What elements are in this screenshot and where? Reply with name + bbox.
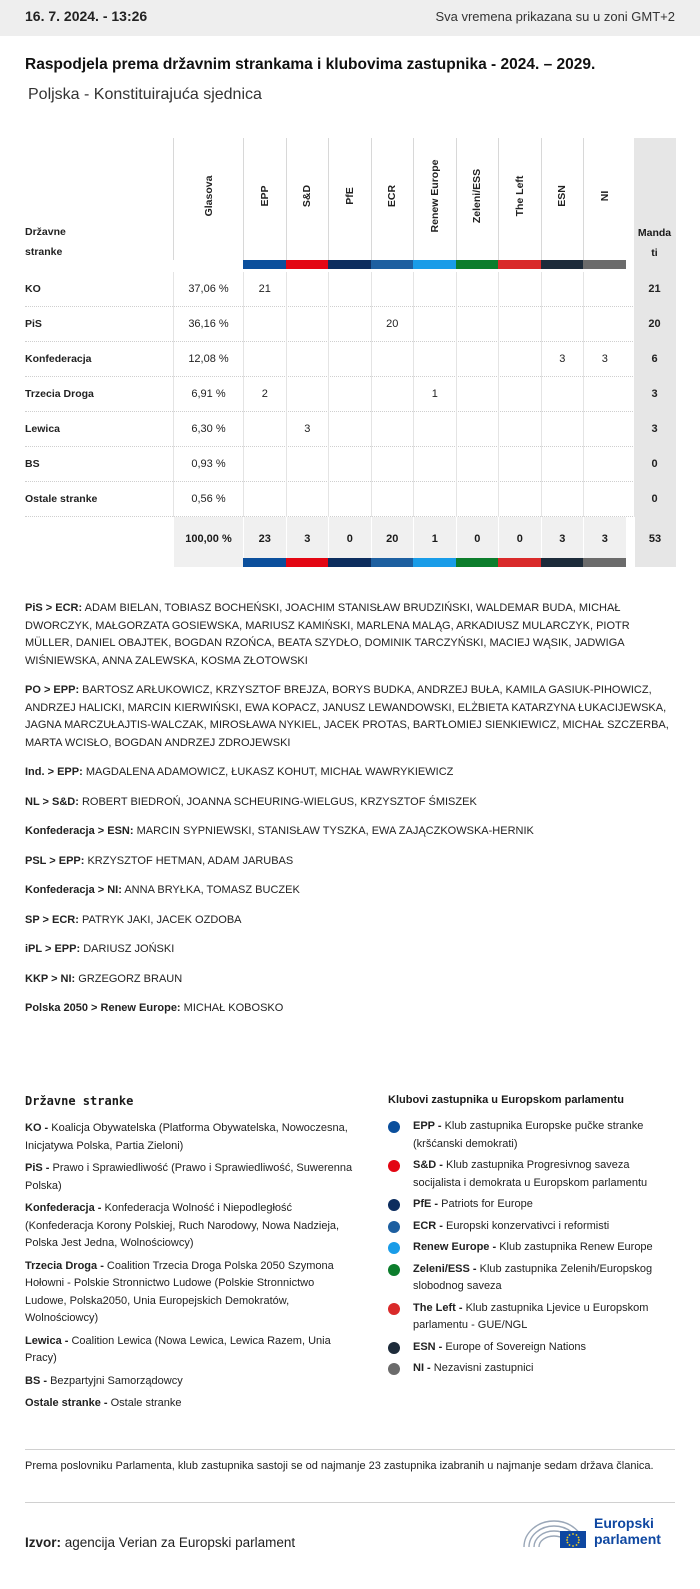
party-name: Ostale stranke [25, 493, 98, 505]
group-color-bar [498, 558, 541, 567]
legend-group-text: Klub zastupnika Progresivnog saveza socijalista i demokrata u Europskom parlamentu [413, 1159, 648, 1189]
seat-cell [541, 272, 584, 307]
seat-cell: 3 [541, 342, 584, 377]
legend-group-text: Klub zastupnika Europske pučke stranke (kršćanski demokrati) [413, 1120, 644, 1150]
seat-cell [286, 272, 329, 307]
seat-cell [413, 412, 456, 447]
date-time: 16. 7. 2024. - 13:26 [25, 8, 148, 24]
table-row [25, 482, 675, 517]
distribution-table [25, 138, 675, 567]
source-text: agencija Verian za Europski parlament [61, 1535, 296, 1550]
table-row [25, 377, 675, 412]
seat-cell [413, 272, 456, 307]
legend-party-text: Ostale stranke [110, 1397, 182, 1409]
member-group [25, 682, 675, 752]
seat-cell [498, 307, 541, 342]
group-color-dot-icon [388, 1242, 400, 1254]
legend-party-item [25, 1333, 355, 1368]
seat-cell [413, 307, 456, 342]
seat-cell [456, 377, 499, 412]
group-column-header [286, 138, 329, 260]
group-color-bar [371, 260, 414, 269]
member-group-label: iPL > EPP: [25, 943, 81, 955]
legend-group-item [388, 1261, 678, 1296]
total-seat-cell: 0 [456, 517, 499, 567]
seat-cell [328, 412, 371, 447]
seat-cell [456, 447, 499, 482]
group-header-label: Zeleni/ESS [471, 168, 484, 224]
member-group-label: Polska 2050 > Renew Europe: [25, 1002, 181, 1014]
votes-header-label: Glasova [202, 175, 215, 217]
legend-group-text: Klub zastupnika Renew Europe [499, 1241, 653, 1253]
group-header-label: Renew Europe [428, 159, 441, 233]
seat-cell [328, 377, 371, 412]
group-color-bar [541, 558, 584, 567]
seat-cell [498, 482, 541, 517]
group-column-header [541, 138, 584, 260]
group-column-header [498, 138, 541, 260]
legend-group-text: Europe of Sovereign Nations [445, 1340, 587, 1353]
group-color-bar [413, 260, 456, 269]
legend-party-item [25, 1200, 355, 1253]
group-header-label: EPP [258, 185, 271, 207]
legend-party-abbr: Konfederacja - [25, 1202, 102, 1214]
legend-group-item [388, 1196, 678, 1214]
legend-party-abbr: KO - [25, 1122, 49, 1134]
legend-group-item [388, 1218, 678, 1236]
group-color-dot-icon [388, 1342, 400, 1354]
legend-party-item [25, 1120, 355, 1155]
member-group-label: PiS > ECR: [25, 602, 83, 614]
member-group-label: SP > ECR: [25, 913, 79, 926]
legend-group-abbr: The Left - [413, 1301, 463, 1314]
mandates-cell: 0 [634, 447, 676, 482]
legend-group-item [388, 1239, 678, 1257]
table-row [25, 342, 675, 377]
member-names: KRZYSZTOF HETMAN, ADAM JARUBAS [87, 854, 294, 867]
mandates-cell: 3 [634, 412, 676, 447]
group-color-dot-icon [388, 1221, 400, 1233]
legend-party-item [25, 1258, 355, 1328]
member-names: BARTOSZ ARŁUKOWICZ, KRZYSZTOF BREJZA, BORYS BUDKA, ANDRZEJ BUŁA, KAMILA GASIUK-PIHOWICZ, ANDRZEJ HALICKI, MARCIN KIERWIŃSKI, EWA KOPACZ, JANUSZ LEWANDOWSKI, ELŻBIETA KATARZYNA ŁUKACIJEWSKA, JAGNA MARCZUŁAJTIS-WALCZAK, MIROSŁAWA NYKIEL, JACEK PROTAS, BARTŁOMIEJ SIENKIEWICZ, MICHAŁ SZCZERBA, MARTA WCISŁO, BOGDAN ANDRZEJ ZDROJEWSKI [25, 684, 669, 749]
top-bar [0, 0, 700, 36]
group-header-label: S&D [301, 184, 314, 208]
votes-cell: 6,30 % [173, 412, 243, 447]
member-group-label: KKP > NI: [25, 972, 76, 985]
page-subtitle: Poljska - Konstituirajuća sjednica [28, 86, 262, 103]
seat-cell [541, 482, 584, 517]
group-color-bar [286, 260, 329, 269]
seat-cell [328, 482, 371, 517]
member-group-label: PSL > EPP: [25, 854, 85, 867]
seat-cell [583, 482, 626, 517]
member-group [25, 823, 675, 841]
mandates-cell: 3 [634, 377, 676, 412]
group-column-header [456, 138, 499, 260]
party-name: PiS [25, 318, 42, 330]
page-title: Raspodjela prema državnim strankama i klubovima zastupnika - 2024. – 2029. [25, 56, 596, 73]
seat-cell [456, 482, 499, 517]
group-color-bar [413, 558, 456, 567]
total-seat-cell: 1 [413, 517, 456, 567]
seat-cell: 2 [243, 377, 286, 412]
group-column-header [371, 138, 414, 260]
legend-group-text: Klub zastupnika Ljevice u Europskom parlamentu - GUE/NGL [413, 1301, 649, 1331]
legend-group-abbr: NI - [413, 1362, 431, 1374]
seat-cell [243, 412, 286, 447]
member-names: MAGDALENA ADAMOWICZ, ŁUKASZ KOHUT, MICHAŁ WAWRYKIEWICZ [85, 766, 454, 778]
seat-cell [286, 482, 329, 517]
seat-cell: 3 [583, 342, 626, 377]
group-color-bar [456, 558, 499, 567]
legend-party-text: Koalicja Obywatelska (Platforma Obywatelska, Nowoczesna, Inicjatywa Polska, Partia Zieloni) [25, 1122, 348, 1152]
votes-cell: 0,93 % [173, 447, 243, 482]
group-header-label: NI [598, 190, 611, 202]
seat-cell [583, 272, 626, 307]
european-parliament-logo [520, 1511, 680, 1551]
total-seat-cell: 20 [371, 517, 414, 567]
legend-party-abbr: Ostale stranke - [25, 1397, 108, 1409]
legend-group-item [388, 1157, 678, 1192]
seat-cell [498, 377, 541, 412]
mandates-cell: 0 [634, 482, 676, 517]
member-group [25, 1000, 675, 1018]
mandates-column-header [634, 138, 676, 272]
legend-group-abbr: ESN - [413, 1340, 443, 1353]
legend-group-item [388, 1360, 678, 1378]
legend-groups [388, 1094, 678, 1382]
seat-cell [583, 447, 626, 482]
seat-cell [498, 342, 541, 377]
mandates-cell: 6 [634, 342, 676, 377]
legend-party-text: Bezpartyjni Samorządowcy [50, 1374, 183, 1387]
legend-group-abbr: Zeleni/ESS - [413, 1262, 477, 1275]
member-names: MARCIN SYPNIEWSKI, STANISŁAW TYSZKA, EWA ZAJĄCZKOWSKA-HERNIK [136, 825, 534, 837]
legend-group-abbr: ECR - [413, 1219, 443, 1232]
group-color-bar [583, 260, 626, 269]
timezone-note: Sva vremena prikazana su u zoni GMT+2 [435, 9, 675, 24]
group-color-dot-icon [388, 1160, 400, 1172]
group-color-bar [286, 558, 329, 567]
party-header-label: Državne stranke [25, 226, 66, 258]
legend-group-abbr: Renew Europe - [413, 1241, 497, 1253]
member-group-label: Konfederacja > NI: [25, 884, 122, 896]
total-seat-cell: 3 [541, 517, 584, 567]
seat-cell [286, 342, 329, 377]
divider [25, 1502, 675, 1503]
member-group [25, 853, 675, 871]
legend-party-abbr: BS - [25, 1374, 47, 1387]
seat-cell: 1 [413, 377, 456, 412]
mandates-cell: 20 [634, 307, 676, 342]
total-seat-cell: 3 [583, 517, 626, 567]
member-names: PATRYK JAKI, JACEK OZDOBA [81, 913, 242, 926]
group-color-bar [328, 558, 371, 567]
legend-parties-title: Državne stranke [25, 1094, 134, 1108]
seat-cell [371, 447, 414, 482]
legend-groups-title: Klubovi zastupnika u Europskom parlamentu [388, 1094, 624, 1106]
seat-cell [371, 377, 414, 412]
legend-group-item [388, 1118, 678, 1153]
seat-cell [583, 377, 626, 412]
group-color-dot-icon [388, 1121, 400, 1133]
legend-party-text: Konfederacja Wolność i Niepodległość (Konfederacja Korony Polskiej, Ruch Narodowy, Nowa Nadzieja, Polska Jest Jedna, Wolnościowcy) [25, 1202, 340, 1249]
votes-cell: 37,06 % [173, 272, 243, 307]
mandates-header-label: Mandati [637, 227, 672, 259]
logo-line-2: parlament [594, 1531, 661, 1547]
votes-cell: 0,56 % [173, 482, 243, 517]
seat-cell [371, 482, 414, 517]
legend-party-item [25, 1160, 355, 1195]
group-color-bar [371, 558, 414, 567]
total-seat-cell: 0 [328, 517, 371, 567]
logo-text [594, 1515, 661, 1547]
group-header-label: The Left [513, 175, 526, 217]
divider [25, 1449, 675, 1450]
mandates-cell: 21 [634, 272, 676, 307]
parliament-hemicycle-icon [520, 1511, 590, 1551]
votes-column-header [173, 138, 243, 260]
member-names: DARIUSZ JOŃSKI [83, 943, 175, 955]
table-row [25, 307, 675, 342]
seat-cell [413, 342, 456, 377]
legend-group-item [388, 1339, 678, 1357]
rules-note: Prema poslovniku Parlamenta, klub zastupnika sastoji se od najmanje 23 zastupnika izabranih u najmanje sedam država članica. [25, 1460, 654, 1472]
seat-cell [243, 482, 286, 517]
member-names: GRZEGORZ BRAUN [78, 972, 183, 985]
member-names: ROBERT BIEDROŃ, JOANNA SCHEURING-WIELGUS, KRZYSZTOF ŚMISZEK [81, 795, 477, 808]
totals-row [25, 517, 675, 567]
party-name: Lewica [25, 423, 61, 435]
member-group [25, 941, 675, 959]
seat-cell [413, 447, 456, 482]
source [25, 1535, 295, 1550]
logo-line-1: Europski [594, 1515, 654, 1531]
group-column-header [413, 138, 456, 260]
seat-cell [456, 412, 499, 447]
seat-cell: 3 [286, 412, 329, 447]
votes-cell: 6,91 % [173, 377, 243, 412]
legend-party-item [25, 1373, 355, 1391]
group-color-dot-icon [388, 1264, 400, 1276]
group-color-dot-icon [388, 1363, 400, 1375]
total-seat-cell: 3 [286, 517, 329, 567]
member-group [25, 764, 675, 782]
source-label: Izvor: [25, 1535, 62, 1550]
party-column-header [25, 222, 85, 262]
seat-cell [243, 307, 286, 342]
votes-cell: 36,16 % [173, 307, 243, 342]
total-seat-cell: 23 [243, 517, 286, 567]
party-name: KO [25, 283, 41, 295]
seat-cell [286, 447, 329, 482]
table-row [25, 447, 675, 482]
seat-cell [583, 412, 626, 447]
legend-party-abbr: Trzecia Droga - [25, 1259, 104, 1272]
legend-party-text: Prawo i Sprawiedliwość (Prawo i Sprawiedliwość, Suwerenna Polska) [25, 1162, 353, 1192]
seat-cell [328, 272, 371, 307]
seat-cell [286, 377, 329, 412]
member-group [25, 882, 675, 900]
party-name: BS [25, 458, 40, 470]
votes-cell: 12,08 % [173, 342, 243, 377]
member-group [25, 794, 675, 812]
total-mandates-cell: 53 [634, 517, 676, 567]
group-header-label: PfE [343, 187, 356, 205]
seat-cell [456, 307, 499, 342]
group-header-label: ECR [386, 184, 399, 208]
group-color-bar [243, 260, 286, 269]
legend-group-text: Nezavisni zastupnici [433, 1362, 534, 1374]
legend-parties [25, 1094, 355, 1418]
seat-cell [498, 412, 541, 447]
legend-party-text: Coalition Trzecia Droga Polska 2050 Szymona Hołowni - Polskie Stronnictwo Ludowe (Polskie Stronnictwo Ludowe, Polska2050, Unia Europejskich Demokratów, Wolnościowcy) [25, 1259, 334, 1324]
member-lists [25, 600, 675, 1030]
total-seat-cell: 0 [498, 517, 541, 567]
seat-cell [541, 307, 584, 342]
group-color-bar [328, 260, 371, 269]
member-group-label: PO > EPP: [25, 684, 80, 696]
legend-party-item [25, 1395, 355, 1413]
seat-cell [456, 342, 499, 377]
seat-cell [498, 272, 541, 307]
table-header [25, 138, 675, 272]
total-votes-cell: 100,00 % [173, 517, 243, 567]
seat-cell [541, 377, 584, 412]
table-row [25, 272, 675, 307]
seat-cell [286, 307, 329, 342]
group-column-header [583, 138, 626, 260]
legend-party-text: Coalition Lewica (Nowa Lewica, Lewica Razem, Unia Pracy) [25, 1334, 331, 1364]
legend-group-item [388, 1300, 678, 1335]
party-name: Konfederacja [25, 353, 92, 365]
member-group [25, 600, 675, 670]
seat-cell [371, 342, 414, 377]
seat-cell [541, 412, 584, 447]
seat-cell [371, 272, 414, 307]
group-color-dot-icon [388, 1199, 400, 1211]
group-color-dot-icon [388, 1303, 400, 1315]
member-group [25, 971, 675, 989]
seat-cell [328, 447, 371, 482]
group-color-bar [583, 558, 626, 567]
legend-party-abbr: Lewica - [25, 1334, 69, 1347]
seat-cell [328, 307, 371, 342]
seat-cell [541, 447, 584, 482]
table-row [25, 412, 675, 447]
seat-cell [371, 412, 414, 447]
legend-group-abbr: PfE - [413, 1198, 439, 1210]
seat-cell: 20 [371, 307, 414, 342]
group-color-bar [456, 260, 499, 269]
group-color-bar [541, 260, 584, 269]
member-names: MICHAŁ KOBOSKO [183, 1002, 284, 1014]
member-names: ANNA BRYŁKA, TOMASZ BUCZEK [124, 884, 300, 896]
seat-cell [413, 482, 456, 517]
group-color-bar [498, 260, 541, 269]
legend-group-text: Europski konzervativci i reformisti [446, 1219, 610, 1232]
legend-group-abbr: EPP - [413, 1120, 442, 1132]
seat-cell [456, 272, 499, 307]
legend-party-abbr: PiS - [25, 1162, 50, 1174]
seat-cell [243, 342, 286, 377]
member-group-label: Ind. > EPP: [25, 766, 83, 778]
seat-cell [328, 342, 371, 377]
legend-group-text: Klub zastupnika Zelenih/Europskog slobodnog saveza [413, 1262, 653, 1292]
seat-cell [498, 447, 541, 482]
seat-cell: 21 [243, 272, 286, 307]
group-color-bar [243, 558, 286, 567]
member-group-label: NL > S&D: [25, 795, 79, 808]
seat-cell [243, 447, 286, 482]
member-group-label: Konfederacja > ESN: [25, 825, 134, 837]
group-header-label: ESN [556, 185, 569, 207]
legend-group-abbr: S&D - [413, 1159, 443, 1171]
member-group [25, 912, 675, 930]
legend-group-text: Patriots for Europe [441, 1198, 533, 1210]
member-names: ADAM BIELAN, TOBIASZ BOCHEŃSKI, JOACHIM STANISŁAW BRUDZIŃSKI, WALDEMAR BUDA, MICHAŁ DWORCZYK, MAŁGORZATA GOSIEWSKA, MARIUSZ KAMIŃSKI, MARLENA MALĄG, ARKADIUSZ MULARCZYK, PIOTR MÜLLER, DANIEL OBAJTEK, BOGDAN RZOŃCA, BEATA SZYDŁO, DOMINIK TARCZYŃSKI, MACIEJ WĄSIK, JADWIGA WIŚNIEWSKA, ANNA ZALEWSKA, KOSMA ZŁOTOWSKI [25, 602, 630, 667]
seat-cell [583, 307, 626, 342]
group-column-header [328, 138, 371, 260]
party-name: Trzecia Droga [25, 388, 94, 400]
group-column-header [243, 138, 286, 260]
